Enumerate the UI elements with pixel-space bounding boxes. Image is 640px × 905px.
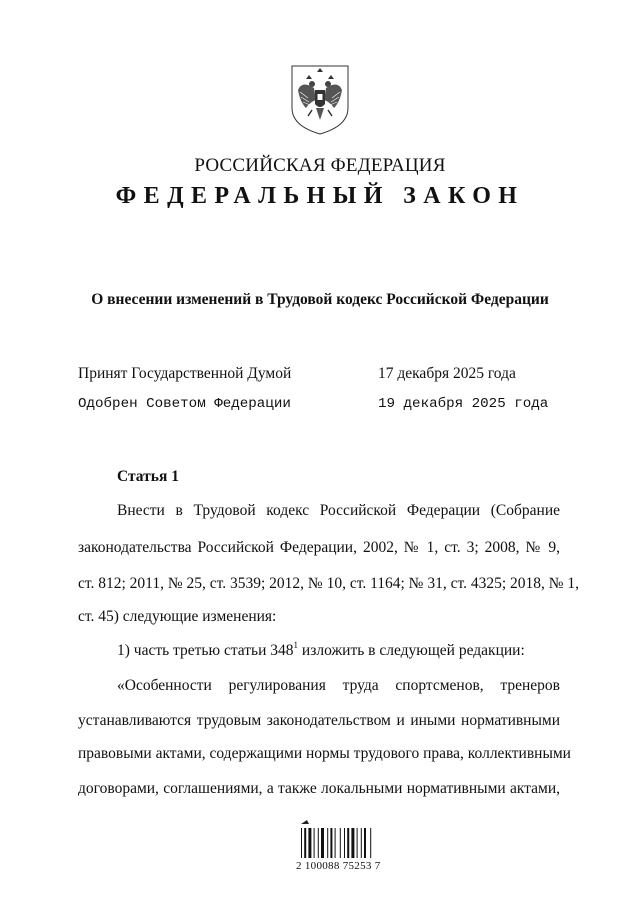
article-title: Статья 1 — [117, 468, 179, 485]
list-item-1 — [117, 642, 560, 660]
paragraph-line: ст. 812; 2011, № 25, ст. 3539; 2012, № 10, ст. 1164; № 31, ст. 4325; 2018, № 1, — [78, 575, 580, 592]
adopted-by-label: Принят Государственной Думой — [78, 365, 292, 382]
adopted-date: 17 декабря 2025 года — [378, 365, 516, 382]
paragraph-line: Внести в Трудовой кодекс Российской Федерации (Собрание — [117, 502, 560, 519]
country-name: РОССИЙСКАЯ ФЕДЕРАЦИЯ — [194, 155, 446, 176]
approved-by-label: Одобрен Советом Федерации — [78, 396, 291, 412]
document-type-title: ФЕДЕРАЛЬНЫЙ ЗАКОН — [115, 183, 525, 209]
quote-line: устанавливаются трудовым законодательством и иными нормативными — [78, 712, 560, 729]
law-subject-title: О внесении изменений в Трудовой кодекс Российской Федерации — [91, 291, 549, 308]
list-item-text: 1) часть третью статьи 348 — [117, 642, 294, 659]
coat-of-arms-icon — [288, 62, 352, 136]
barcode-number: 2 100088 75253 7 — [296, 860, 381, 872]
list-item-text: изложить в следующей редакции: — [298, 642, 525, 659]
quote-line: «Особенности регулирования труда спортсменов, тренеров — [117, 677, 560, 694]
paragraph-line: ст. 45) следующие изменения: — [78, 608, 277, 625]
quote-line: договорами, соглашениями, а также локальными нормативными актами, — [78, 780, 560, 797]
quote-line: правовыми актами, содержащими нормы трудового права, коллективными — [78, 745, 571, 762]
article-number-superscript: 1 — [293, 640, 299, 650]
paragraph-line: законодательства Российской Федерации, 2002, № 1, ст. 3; 2008, № 9, — [78, 539, 560, 556]
approved-date: 19 декабря 2025 года — [378, 396, 549, 412]
